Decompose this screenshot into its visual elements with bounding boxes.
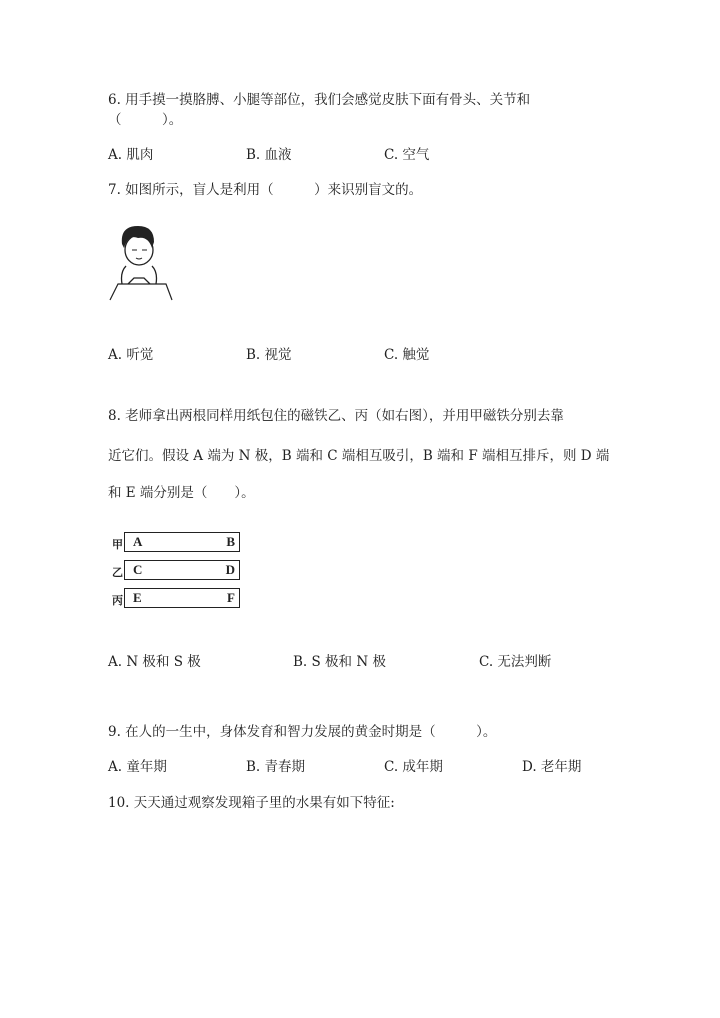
q8-option-b: B. S 极和 N 极 xyxy=(293,654,386,670)
pole-label: C xyxy=(133,562,143,577)
q6-option-a: A. 肌肉 xyxy=(108,147,154,163)
pole-label: A xyxy=(133,534,143,549)
magnet-yi xyxy=(124,560,240,580)
q7-option-b: B. 视觉 xyxy=(246,347,292,363)
q8-text-line1: 8. 老师拿出两根同样用纸包住的磁铁乙、丙（如右图），并用甲磁铁分别去靠 xyxy=(108,408,564,424)
q6-text-line1: 6. 用手摸一摸胳膊、小腿等部位，我们会感觉皮肤下面有骨头、关节和 xyxy=(108,92,531,108)
pole-label: E xyxy=(133,590,142,605)
q10-text: 10. 天天通过观察发现箱子里的水果有如下特征: xyxy=(108,795,395,811)
pole-label: F xyxy=(227,590,235,605)
q9-option-b: B. 青春期 xyxy=(246,759,306,775)
pole-label: B xyxy=(226,534,235,549)
q8-option-a: A. N 极和 S 极 xyxy=(108,654,201,670)
magnet-label: 甲 xyxy=(112,538,123,551)
q6-text-line2: （ ）。 xyxy=(108,112,183,128)
q7-text: 7. 如图所示，盲人是利用（ ）来识别盲文的。 xyxy=(108,182,423,198)
q7-option-a: A. 听觉 xyxy=(108,347,154,363)
q6-option-c: C. 空气 xyxy=(384,147,430,163)
blind-child-reading-illustration xyxy=(108,222,174,304)
q7-option-c: C. 触觉 xyxy=(384,347,430,363)
magnet-label: 丙 xyxy=(112,594,123,607)
magnet-jia xyxy=(124,532,240,552)
q8-text-line3: 和 E 端分别是（ ）。 xyxy=(108,485,255,501)
q9-option-c: C. 成年期 xyxy=(384,759,443,775)
q6-option-b: B. 血液 xyxy=(246,147,292,163)
magnet-bing xyxy=(124,588,240,608)
q9-option-a: A. 童年期 xyxy=(108,759,167,775)
q9-option-d: D. 老年期 xyxy=(522,759,582,775)
q8-option-c: C. 无法判断 xyxy=(479,654,552,670)
magnet-label: 乙 xyxy=(112,566,123,579)
pole-label: D xyxy=(225,562,235,577)
q8-text-line2: 近它们。假设 A 端为 N 极，B 端和 C 端相互吸引，B 端和 F 端相互排斥，则 D 端 xyxy=(108,448,610,464)
q9-text: 9. 在人的一生中，身体发育和智力发展的黄金时期是（ ）。 xyxy=(108,724,497,740)
